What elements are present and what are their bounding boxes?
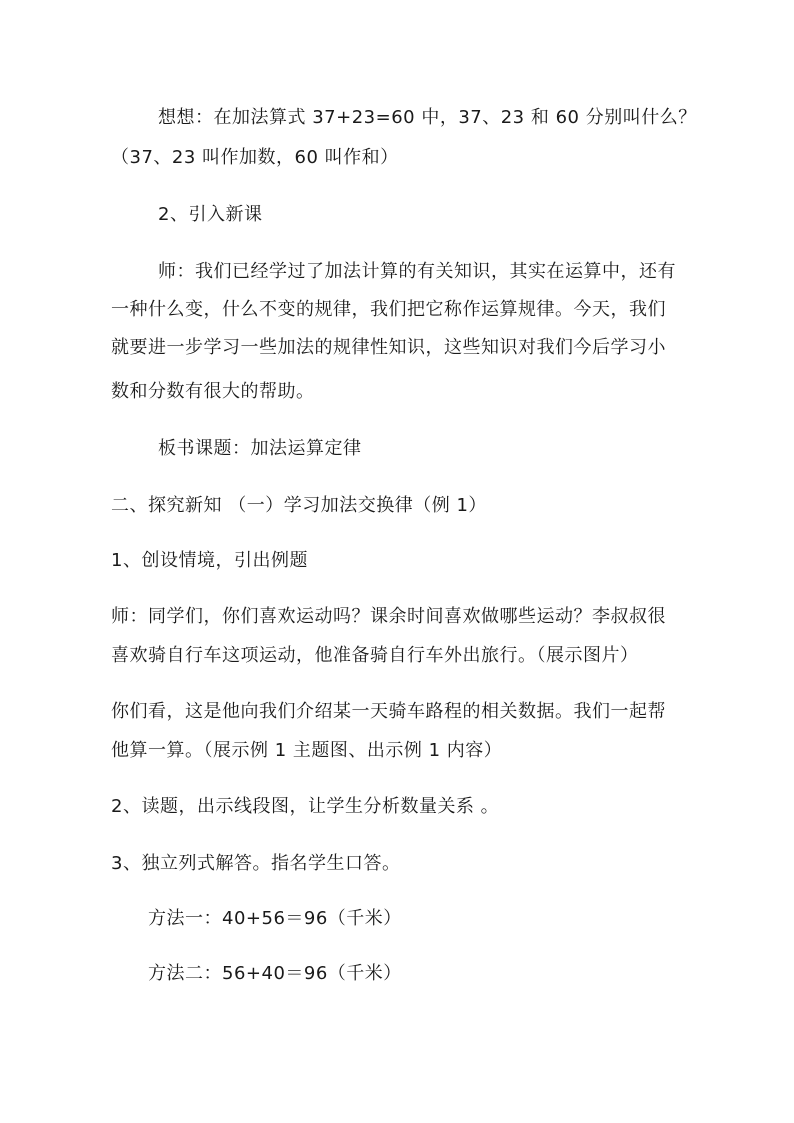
text-line-teacher-5: 师：同学们，你们喜欢运动吗？课余时间喜欢做哪些运动？李叔叔很 [111, 606, 666, 627]
step-heading-2: 2、读题，出示线段图，让学生分析数量关系 。 [111, 796, 500, 817]
method-two-line: 方法二：56+40＝96（千米） [148, 963, 402, 984]
text-line-answer: （37、23 叫作加数，60 叫作和） [111, 147, 399, 168]
method-one-line: 方法一：40+56＝96（千米） [148, 908, 402, 929]
text-line-teacher-4: 数和分数有很大的帮助。 [111, 381, 315, 402]
text-line-example-1: 你们看，这是他向我们介绍某一天骑车路程的相关数据。我们一起帮 [111, 701, 666, 722]
board-title-line: 板书课题：加法运算定律 [158, 438, 362, 459]
text-line-question: 想想：在加法算式 37+23=60 中，37、23 和 60 分别叫什么？ [158, 107, 697, 128]
text-line-teacher-6: 喜欢骑自行车这项运动，他准备骑自行车外出旅行。（展示图片） [111, 645, 639, 666]
step-heading-3: 3、独立列式解答。指名学生口答。 [111, 853, 401, 874]
text-line-teacher-2: 一种什么变，什么不变的规律，我们把它称作运算规律。今天，我们 [111, 299, 666, 320]
text-line-example-2: 他算一算。（展示例 1 主题图、出示例 1 内容） [111, 740, 503, 761]
text-line-teacher-3: 就要进一步学习一些加法的规律性知识，这些知识对我们今后学习小 [111, 337, 666, 358]
text-line-teacher-1: 师：我们已经学过了加法计算的有关知识，其实在运算中，还有 [158, 261, 676, 282]
step-heading-1: 1、创设情境，引出例题 [111, 550, 308, 571]
section-heading-explore: 二、探究新知 （一）学习加法交换律（例 1） [111, 495, 487, 516]
section-heading-intro: 2、引入新课 [158, 204, 263, 225]
